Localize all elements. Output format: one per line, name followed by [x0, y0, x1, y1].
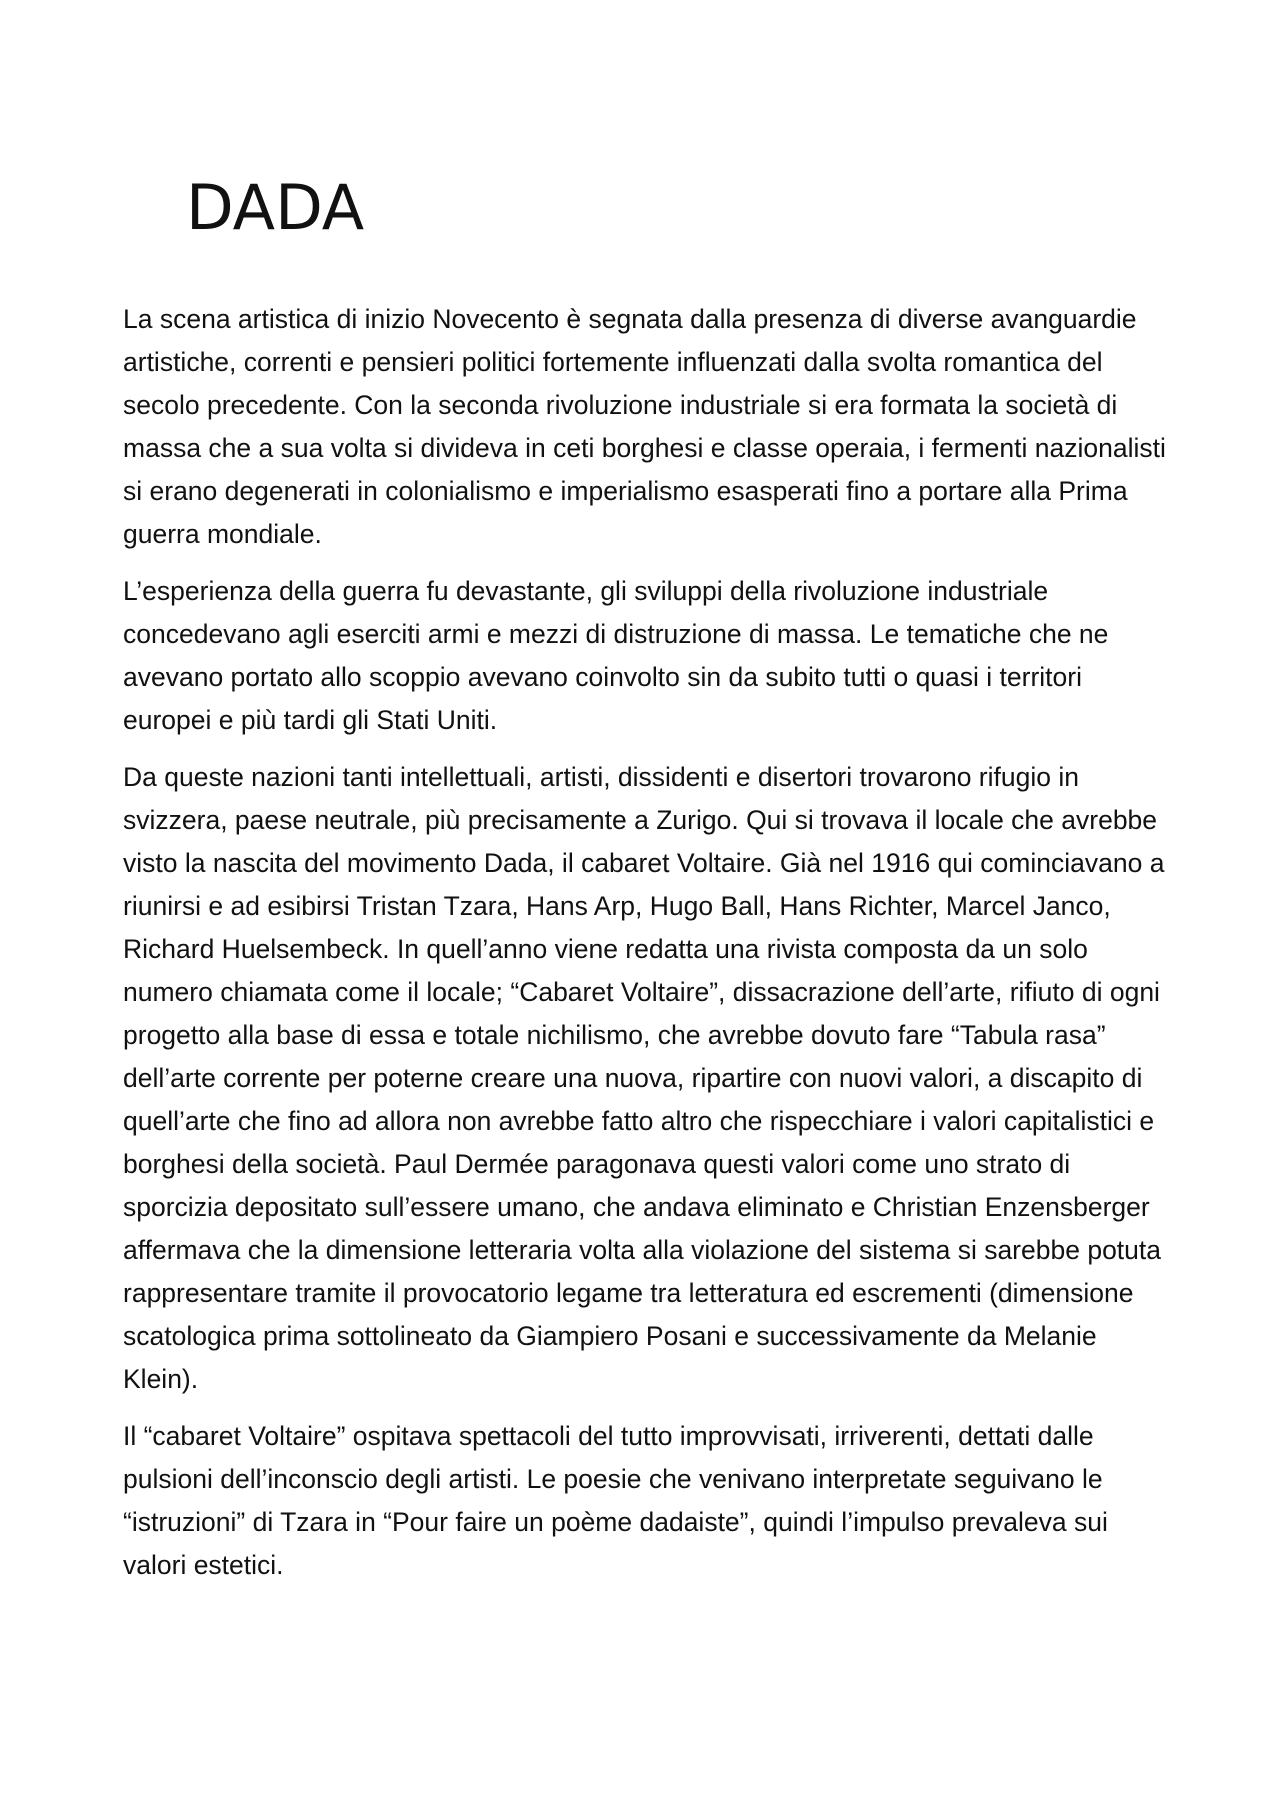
paragraph-zurich: Da queste nazioni tanti intellettuali, artisti, dissidenti e disertori trovarono rifugio in svizzera, paese neutrale, più precisamente a Zurigo. Qui si trovava il locale che avrebbe visto la nascita del movimento Dada, il cabaret Voltaire. Già nel 1916 qui cominciavano a riunirsi e ad esibirsi Tristan Tzara, Hans Arp, Hugo Ball, Hans Richter, Marcel Janco, Richard Huelsembeck. In quell’anno viene redatta una rivista composta da un solo numero chiamata come il locale; “Cabaret Voltaire”, dissacrazione dell’arte, rifiuto di ogni progetto alla base di essa e totale nichilismo, che avrebbe dovuto fare “Tabula rasa” dell’arte corrente per poterne creare una nuova, ripartire con nuovi valori, a discapito di quell’arte che fino ad allora non avrebbe fatto altro che rispecchiare i valori capitalistici e borghesi della società. Paul Dermée paragonava questi valori come uno strato di sporcizia depositato sull’essere umano, che andava eliminato e Christian Enzensberger affermava che la dimensione letteraria volta alla violazione del sistema si sarebbe potuta rappresentare tramite il provocatorio legame tra letteratura ed escrementi (dimensione scatologica prima sottolineato da Giampiero Posani e successivamente da Melanie Klein). — [123, 762, 1165, 1394]
document-body — [123, 298, 1173, 1601]
paragraph-intro: La scena artistica di inizio Novecento è segnata dalla presenza di diverse avanguardie artistiche, correnti e pensieri politici fortemente influenzati dalla svolta romantica del secolo precedente. Con la seconda rivoluzione industriale si era formata la società di massa che a sua volta si divideva in ceti borghesi e classe operaia, i fermenti nazionalisti si erano degenerati in colonialismo e imperialismo esasperati fino a portare alla Prima guerra mondiale. — [123, 304, 1166, 549]
paragraph-cabaret: Il “cabaret Voltaire” ospitava spettacoli del tutto improvvisati, irriverenti, dettati dalle pulsioni dell’inconscio degli artisti. Le poesie che venivano interpretate seguivano le “istruzioni” di Tzara in “Pour faire un poème dadaiste”, quindi l’impulso prevaleva sui valori estetici. — [123, 1421, 1108, 1580]
paragraph-war: L’esperienza della guerra fu devastante, gli sviluppi della rivoluzione industriale concedevano agli eserciti armi e mezzi di distruzione di massa. Le tematiche che ne avevano portato allo scoppio avevano coinvolto sin da subito tutti o quasi i territori europei e più tardi gli Stati Uniti. — [123, 576, 1109, 735]
page-title: DADA — [186, 171, 365, 244]
